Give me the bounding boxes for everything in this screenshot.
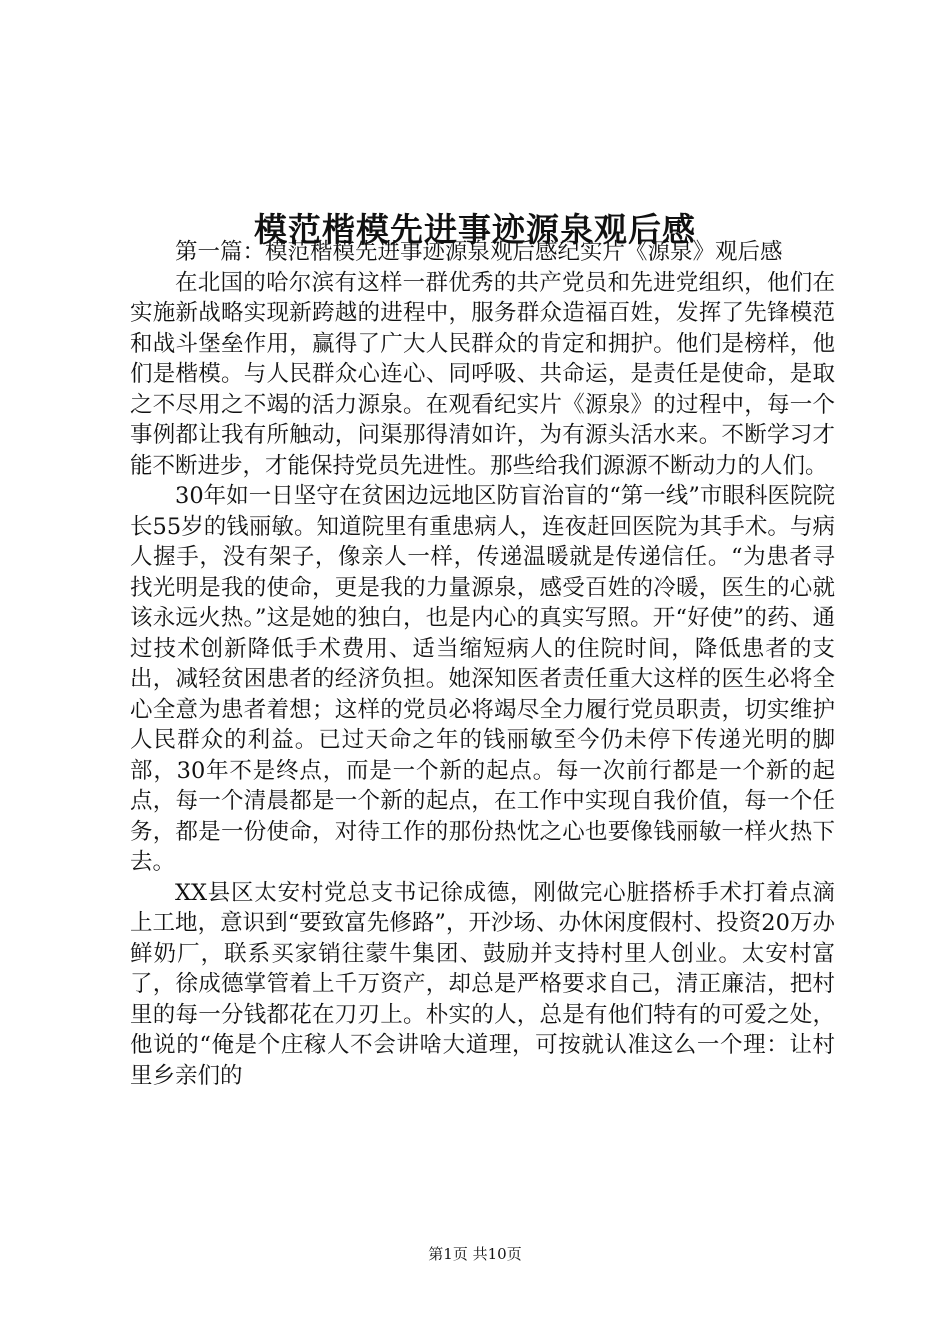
document-title: 模范楷模先进事迹源泉观后感 [254,210,696,250]
paragraph: XX县区太安村党总支书记徐成德，刚做完心脏搭桥手术打着点滴上工地，意识到“要致富先修路”，开沙场、办休闲度假村、投资20万办鲜奶厂，联系买家销往蒙牛集团、鼓励并支持村里人创业。太安村富了，徐成德掌管着上千万资产，却总是严格要求自己，清正廉洁，把村里的每一分钱都花在刀刃上。朴实的人，总是有他们特有的可爱之处，他说的“俺是个庄稼人不会讲啥大道理，可按就认准这么一个理：让村里乡亲们的 [130,879,835,1089]
paragraph: 30年如一日坚守在贫困边远地区防盲治盲的“第一线”市眼科医院院长55岁的钱丽敏。知道院里有重患病人，连夜赶回医院为其手术。与病人握手，没有架子，像亲人一样，传递温暖就是传递信任。“为患者寻找光明是我的使命，更是我的力量源泉，感受百姓的冷暖，医生的心就该永远火热。”这是她的独白，也是内心的真实写照。开“好使”的药、通过技术创新降低手术费用、适当缩短病人的住院时间，降低患者的支出，减轻贫困患者的经济负担。她深知医者责任重大这样的医生必将全心全意为患者着想；这样的党员必将竭尽全力履行党员职责，切实维护人民群众的利益。已过天命之年的钱丽敏至今仍未停下传递光明的脚部，30年不是终点，而是一个新的起点。每一次前行都是一个新的起点，每一个清晨都是一个新的起点，在工作中实现自我价值，每一个任务，都是一份使命，对待工作的那份热忱之心也要像钱丽敏一样火热下去。 [130,483,835,875]
page-footer: 第1页 共10页 [428,1245,522,1263]
paragraph: 在北国的哈尔滨有这样一群优秀的共产党员和先进党组织，他们在实施新战略实现新跨越的进程中，服务群众造福百姓，发挥了先锋模范和战斗堡垒作用，赢得了广大人民群众的肯定和拥护。他们是榜样，他们是楷模。与人民群众心连心、同呼吸、共命运，是责任是使命，是取之不尽用之不竭的活力源泉。在观看纪实片《源泉》的过程中，每一个事例都让我有所触动，问渠那得清如许，为有源头活水来。不断学习才能不断进步，才能保持党员先进性。那些给我们源源不断动力的人们。 [130,269,835,479]
document-body [130,237,835,1091]
paragraph-heading: 第一篇：模范楷模先进事迹源泉观后感纪实片《源泉》观后感 [175,239,783,265]
